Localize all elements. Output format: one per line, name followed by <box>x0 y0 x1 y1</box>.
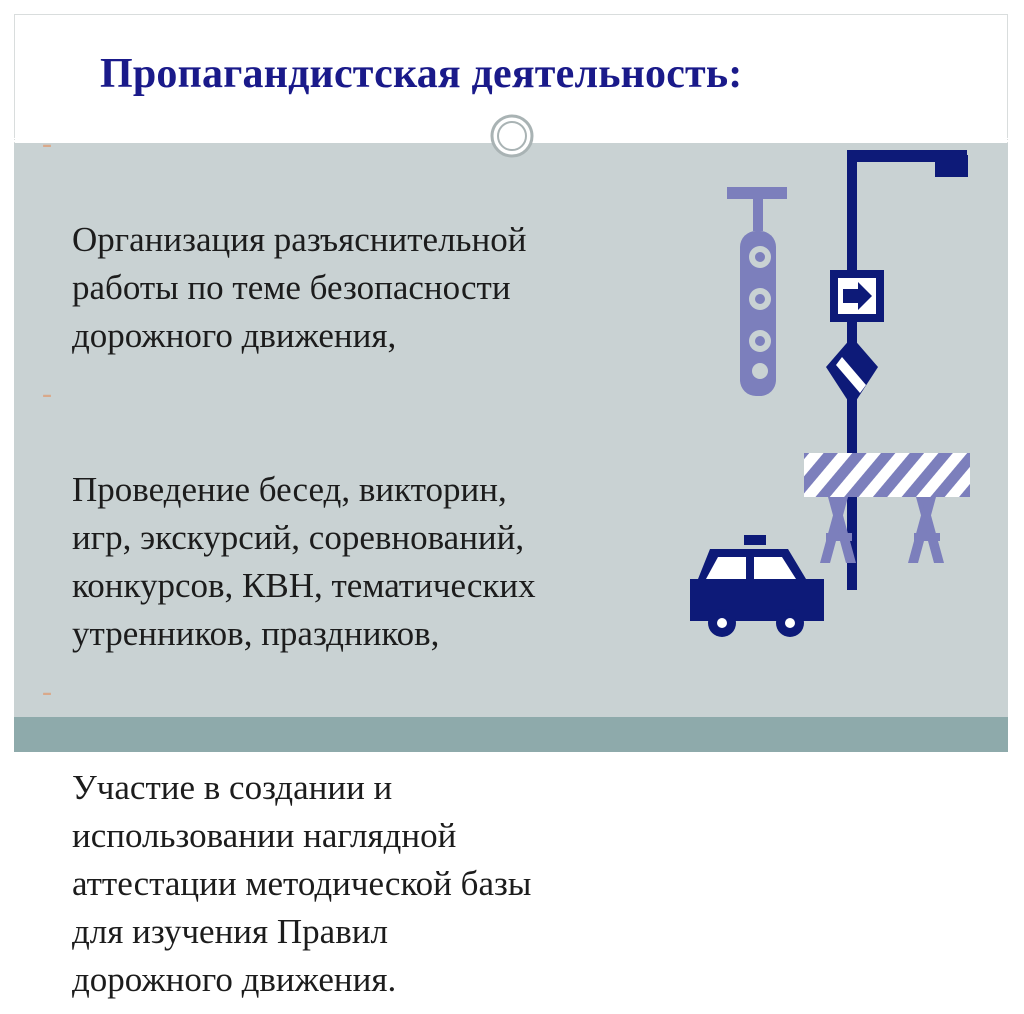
road-sign-arrow-icon <box>830 270 884 322</box>
car-icon <box>690 535 824 637</box>
bullet-list <box>40 120 680 1014</box>
slide-title: Пропагандистская деятельность: <box>100 51 743 97</box>
road-safety-illustration <box>680 145 980 715</box>
bullet-text: Участие в создании и использовании наглядной аттестации методической базы для изучения Правил дорожного движения. <box>72 768 532 999</box>
bullet-text: Проведение бесед, викторин, игр, экскурсий, соревнований, конкурсов, КВН, тематических утренников, праздников, <box>72 470 536 653</box>
bullet-text: Организация разъяснительной работы по теме безопасности дорожного движения, <box>72 220 527 355</box>
bullet-marker: - <box>42 675 52 708</box>
traffic-light-icon <box>727 187 787 396</box>
bullet-marker: - <box>42 127 52 160</box>
road-sign-diamond-icon <box>826 337 878 407</box>
road-barrier-icon <box>804 453 970 563</box>
bullet-item-1 <box>40 120 680 360</box>
bullet-item-3 <box>40 668 680 1004</box>
bullet-marker: - <box>42 377 52 410</box>
bullet-item-2 <box>40 370 680 658</box>
